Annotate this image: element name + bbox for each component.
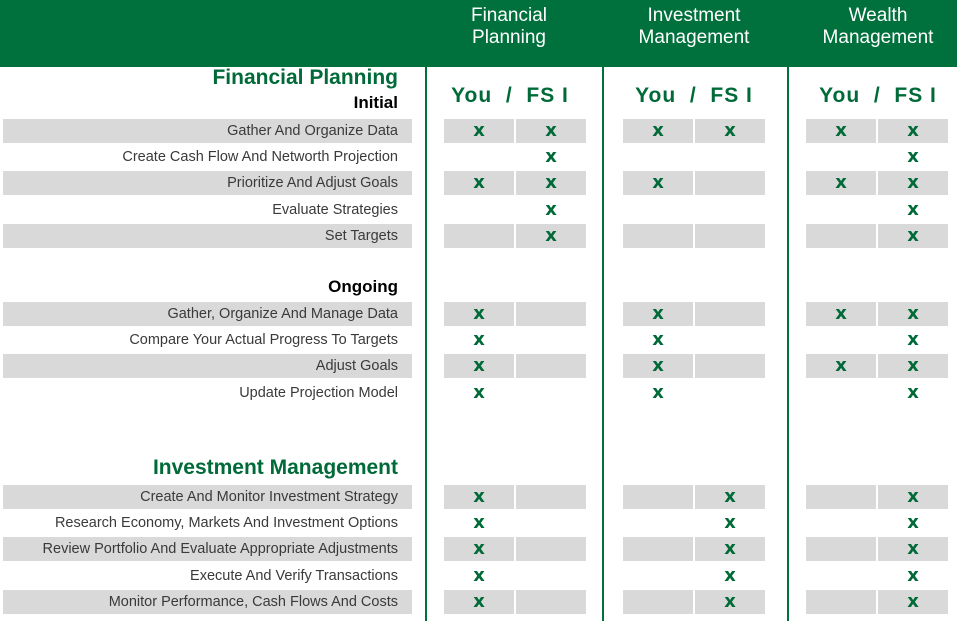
column-divider [602,67,604,621]
column-title-line2: Management [822,27,934,48]
matrix-cell [695,537,765,561]
matrix-cell [516,511,586,535]
check-x-mark: x [545,146,557,167]
matrix-cell [695,302,765,326]
check-x-mark: x [473,355,485,376]
matrix-cell [623,564,693,588]
matrix-cell [444,564,514,588]
matrix-cell [623,485,693,509]
check-x-mark: x [473,512,485,533]
check-x-mark: x [907,120,919,141]
check-x-mark: x [545,199,557,220]
matrix-cell [623,590,693,614]
matrix-cell [695,590,765,614]
check-x-mark: x [907,199,919,220]
check-x-mark: x [473,591,485,612]
check-x-mark: x [724,120,736,141]
check-x-mark: x [473,565,485,586]
check-x-mark: x [835,120,847,141]
check-x-mark: x [724,512,736,533]
you-fsi-header: You / FS I [635,84,753,107]
matrix-cell [878,564,948,588]
check-x-mark: x [907,486,919,507]
matrix-cell [623,224,693,248]
matrix-cell [695,198,765,222]
matrix-cell [878,328,948,352]
check-x-mark: x [652,355,664,376]
matrix-cell [695,119,765,143]
matrix-cell [806,198,876,222]
matrix-cell [878,145,948,169]
check-x-mark: x [652,120,664,141]
matrix-cell [444,171,514,195]
matrix-cell [695,328,765,352]
row-label: Gather, Organize And Manage Data [167,306,398,322]
matrix-cell [806,537,876,561]
matrix-cell [444,537,514,561]
matrix-cell [878,171,948,195]
matrix-cell [695,485,765,509]
matrix-cell [695,171,765,195]
matrix-cell [516,119,586,143]
check-x-mark: x [652,329,664,350]
row-label: Create Cash Flow And Networth Projection [122,149,398,165]
row-label: Set Targets [324,228,398,244]
matrix-cell [516,381,586,405]
matrix-cell [806,171,876,195]
check-x-mark: x [907,355,919,376]
matrix-cell [878,511,948,535]
matrix-cell [878,537,948,561]
matrix-cell [695,511,765,535]
check-x-mark: x [652,303,664,324]
check-x-mark: x [473,303,485,324]
matrix-cell [444,590,514,614]
matrix-cell [806,145,876,169]
check-x-mark: x [724,565,736,586]
row-label: Gather And Organize Data [227,123,398,139]
matrix-cell [516,537,586,561]
subsection-title: Initial [353,93,398,112]
matrix-cell [623,302,693,326]
row-label: Research Economy, Markets And Investment Options [54,515,398,531]
matrix-cell [516,564,586,588]
matrix-cell [444,511,514,535]
check-x-mark: x [473,538,485,559]
matrix-cell [444,302,514,326]
check-x-mark: x [724,538,736,559]
column-title-financial-planning [417,5,601,49]
check-x-mark: x [473,486,485,507]
matrix-cell [444,354,514,378]
matrix-cell [878,119,948,143]
matrix-cell [806,564,876,588]
matrix-cell [623,537,693,561]
row-label: Prioritize And Adjust Goals [227,175,398,191]
matrix-cell [806,381,876,405]
column-title-investment-management [602,5,786,49]
matrix-cell [516,328,586,352]
check-x-mark: x [545,172,557,193]
matrix-cell [516,198,586,222]
check-x-mark: x [907,146,919,167]
matrix-cell [444,145,514,169]
check-x-mark: x [724,486,736,507]
check-x-mark: x [545,120,557,141]
row-label: Compare Your Actual Progress To Targets [129,332,398,348]
matrix-cell [878,198,948,222]
matrix-cell [878,354,948,378]
matrix-cell [623,354,693,378]
check-x-mark: x [907,303,919,324]
matrix-cell [444,381,514,405]
you-fsi-header: You / FS I [451,84,569,107]
section-title: Financial Planning [212,66,398,89]
matrix-cell [695,381,765,405]
you-fsi-header: You / FS I [819,84,937,107]
matrix-cell [695,354,765,378]
matrix-cell [444,485,514,509]
matrix-cell [623,171,693,195]
matrix-cell [623,328,693,352]
matrix-cell [806,511,876,535]
check-x-mark: x [907,591,919,612]
section-title: Investment Management [152,456,398,479]
matrix-cell [516,224,586,248]
matrix-cell [806,485,876,509]
check-x-mark: x [473,329,485,350]
matrix-cell [695,145,765,169]
matrix-cell [878,302,948,326]
check-x-mark: x [652,172,664,193]
matrix-cell [878,590,948,614]
check-x-mark: x [724,591,736,612]
check-x-mark: x [835,355,847,376]
subsection-title: Ongoing [328,277,398,296]
matrix-cell [623,145,693,169]
matrix-cell [878,224,948,248]
matrix-cell [623,511,693,535]
matrix-cell [806,224,876,248]
column-divider [425,67,427,621]
row-label: Execute And Verify Transactions [190,568,398,584]
row-label: Adjust Goals [315,358,398,374]
row-label: Evaluate Strategies [272,202,398,218]
check-x-mark: x [907,382,919,403]
matrix-cell [516,590,586,614]
matrix-cell [623,198,693,222]
matrix-cell [878,485,948,509]
matrix-cell [623,119,693,143]
check-x-mark: x [907,225,919,246]
matrix-cell [444,198,514,222]
check-x-mark: x [652,382,664,403]
check-x-mark: x [545,225,557,246]
column-title-line1: Financial [470,5,548,26]
column-title-line1: Investment [647,5,741,26]
row-label: Review Portfolio And Evaluate Appropriate Adjustments [42,541,398,557]
check-x-mark: x [907,172,919,193]
column-title-line2: Management [638,27,750,48]
row-label: Monitor Performance, Cash Flows And Costs [108,594,398,610]
column-title-line2: Planning [472,27,546,48]
matrix-cell [444,328,514,352]
check-x-mark: x [907,329,919,350]
check-x-mark: x [835,303,847,324]
column-title-line1: Wealth [848,5,908,26]
matrix-cell [516,145,586,169]
matrix-cell [444,119,514,143]
matrix-cell [806,354,876,378]
column-divider [787,67,789,621]
matrix-cell [516,354,586,378]
matrix-cell [516,302,586,326]
check-x-mark: x [473,120,485,141]
matrix-cell [695,564,765,588]
matrix-cell [806,328,876,352]
matrix-cell [806,119,876,143]
check-x-mark: x [835,172,847,193]
check-x-mark: x [907,565,919,586]
check-x-mark: x [907,512,919,533]
check-x-mark: x [473,382,485,403]
check-x-mark: x [473,172,485,193]
matrix-cell [878,381,948,405]
matrix-cell [806,302,876,326]
matrix-cell [806,590,876,614]
matrix-cell [444,224,514,248]
row-label: Create And Monitor Investment Strategy [140,489,398,505]
matrix-cell [695,224,765,248]
column-title-wealth-management [786,5,957,49]
matrix-cell [516,485,586,509]
matrix-cell [516,171,586,195]
check-x-mark: x [907,538,919,559]
row-label: Update Projection Model [239,385,398,401]
matrix-cell [623,381,693,405]
